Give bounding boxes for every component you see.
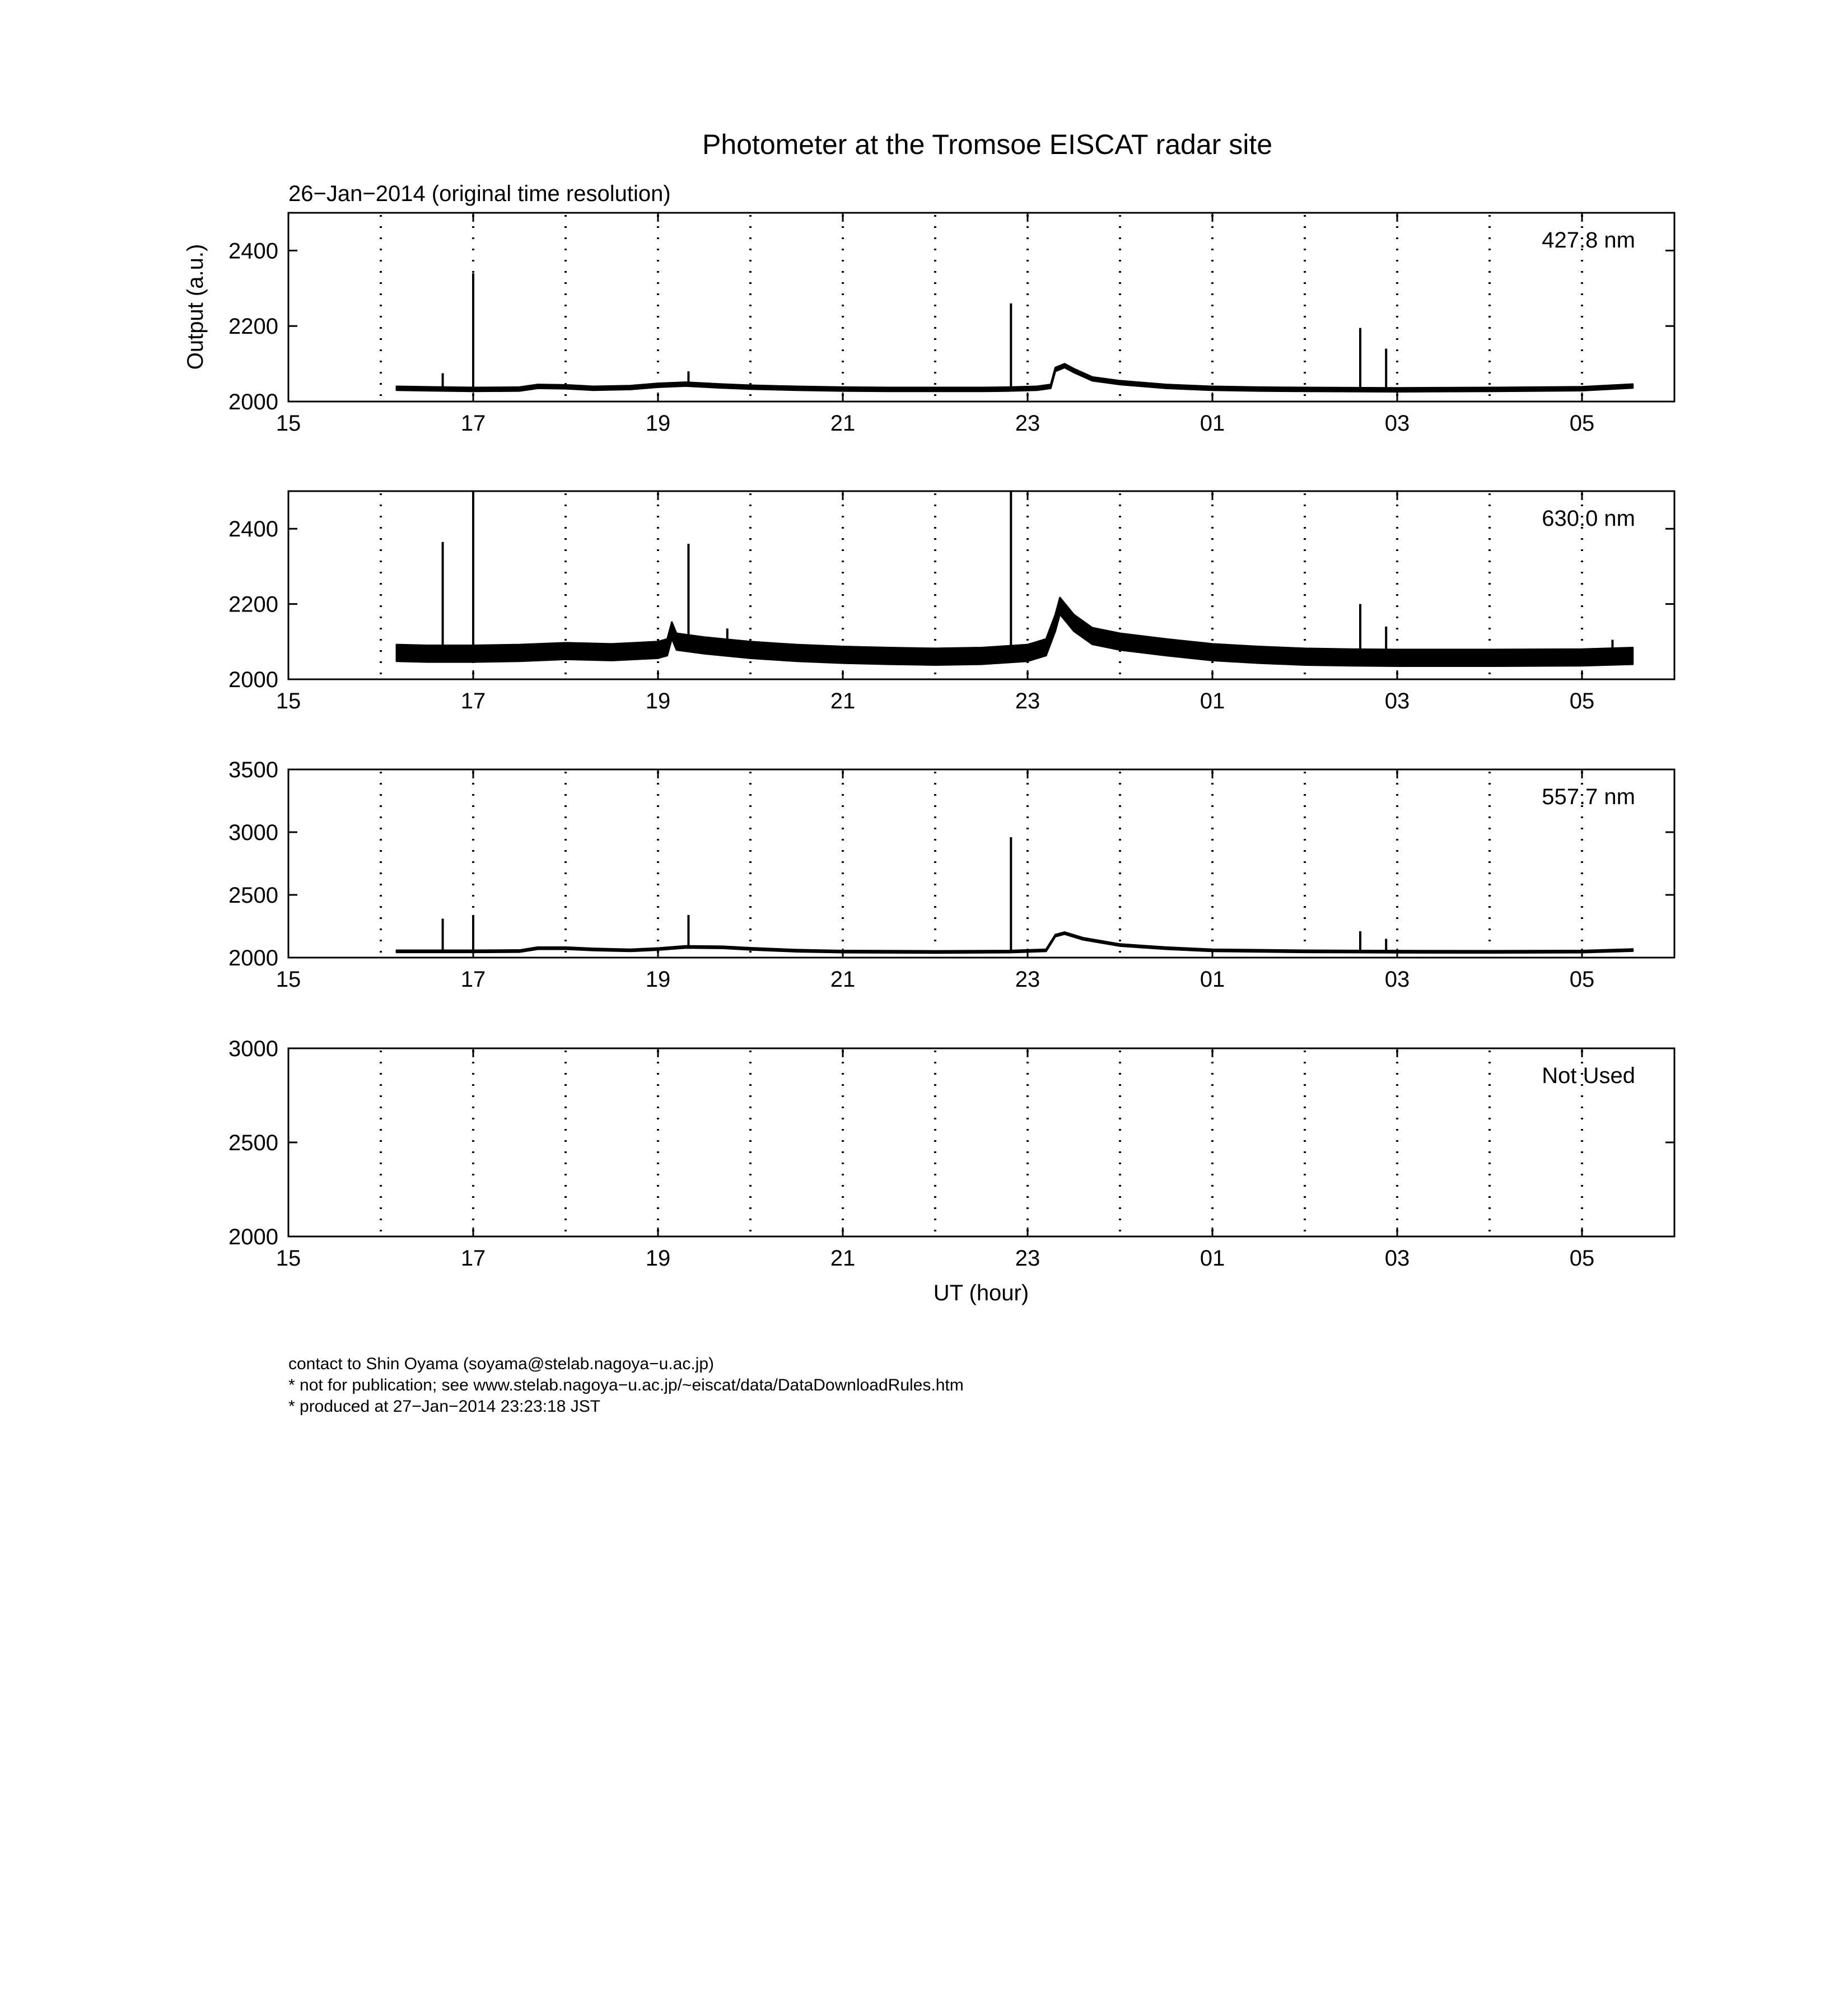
y-tick-label: 2400 <box>228 239 278 264</box>
x-tick-label: 21 <box>830 967 856 992</box>
x-tick-label: 05 <box>1569 1246 1595 1271</box>
panel-4 <box>228 1037 1674 1271</box>
x-tick-label: 03 <box>1384 1246 1410 1271</box>
x-tick-label: 19 <box>645 1246 671 1271</box>
panel-frame <box>288 769 1674 958</box>
x-tick-label: 17 <box>460 1246 486 1271</box>
x-tick-label: 05 <box>1569 411 1595 436</box>
y-tick-label: 2500 <box>228 883 278 908</box>
y-tick-label: 2000 <box>228 390 278 414</box>
panel-label: 630.0 nm <box>1542 506 1635 531</box>
series-1 <box>396 273 1633 392</box>
x-tick-label: 23 <box>1015 967 1040 992</box>
x-tick-label: 03 <box>1384 411 1410 436</box>
panel-3 <box>228 758 1674 992</box>
x-tick-label: 03 <box>1384 689 1410 713</box>
panel-label: 427.8 nm <box>1542 228 1635 253</box>
series-3 <box>396 837 1633 953</box>
panel-label: 557.7 nm <box>1542 785 1635 809</box>
y-tick-label: 2400 <box>228 517 278 542</box>
x-tick-label: 01 <box>1200 967 1225 992</box>
footer-produced-at: * produced at 27−Jan−2014 23:23:18 JST <box>288 1397 601 1416</box>
x-tick-label: 17 <box>460 689 486 713</box>
x-tick-label: 19 <box>645 411 671 436</box>
x-tick-label: 03 <box>1384 967 1410 992</box>
x-tick-label: 21 <box>830 1246 856 1271</box>
panels-group <box>228 213 1674 1271</box>
x-tick-label: 19 <box>645 689 671 713</box>
x-tick-label: 01 <box>1200 411 1225 436</box>
y-tick-label: 2500 <box>228 1131 278 1155</box>
x-tick-label: 23 <box>1015 1246 1040 1271</box>
y-tick-label: 3500 <box>228 758 278 782</box>
footer-contact: contact to Shin Oyama (soyama@stelab.nagoya−u.ac.jp) <box>288 1355 715 1373</box>
y-tick-label: 2000 <box>228 946 278 970</box>
series-2 <box>396 491 1633 666</box>
panel-label: Not Used <box>1542 1063 1635 1088</box>
panel-1 <box>228 213 1674 436</box>
x-tick-label: 15 <box>276 1246 301 1271</box>
x-tick-label: 21 <box>830 411 856 436</box>
x-tick-label: 01 <box>1200 1246 1225 1271</box>
x-tick-label: 05 <box>1569 967 1595 992</box>
x-tick-label: 15 <box>276 689 301 713</box>
x-tick-label: 05 <box>1569 689 1595 713</box>
x-tick-label: 15 <box>276 411 301 436</box>
y-axis-label: Output (a.u.) <box>183 244 208 370</box>
y-tick-label: 2000 <box>228 1225 278 1249</box>
series-band <box>396 598 1633 666</box>
footer-publication-note: * not for publication; see www.stelab.nagoya−u.ac.jp/~eiscat/data/DataDownloadRules.htm <box>288 1376 964 1394</box>
panel-2 <box>228 491 1674 713</box>
x-tick-label: 15 <box>276 967 301 992</box>
x-tick-label: 17 <box>460 967 486 992</box>
y-tick-label: 3000 <box>228 1037 278 1061</box>
figure-title: Photometer at the Tromsoe EISCAT radar site <box>702 129 1273 160</box>
x-tick-label: 23 <box>1015 411 1040 436</box>
y-tick-label: 2200 <box>228 592 278 617</box>
x-tick-label: 01 <box>1200 689 1225 713</box>
x-tick-label: 17 <box>460 411 486 436</box>
series-line <box>396 933 1633 952</box>
x-tick-label: 23 <box>1015 689 1040 713</box>
y-tick-label: 2000 <box>228 668 278 692</box>
y-tick-label: 3000 <box>228 820 278 845</box>
y-tick-label: 2200 <box>228 314 278 339</box>
panel-frame <box>288 1048 1674 1236</box>
x-tick-label: 21 <box>830 689 856 713</box>
figure-subtitle: 26−Jan−2014 (original time resolution) <box>288 181 671 206</box>
panel-frame <box>288 213 1674 402</box>
x-axis-label: UT (hour) <box>933 1281 1029 1305</box>
x-tick-label: 19 <box>645 967 671 992</box>
